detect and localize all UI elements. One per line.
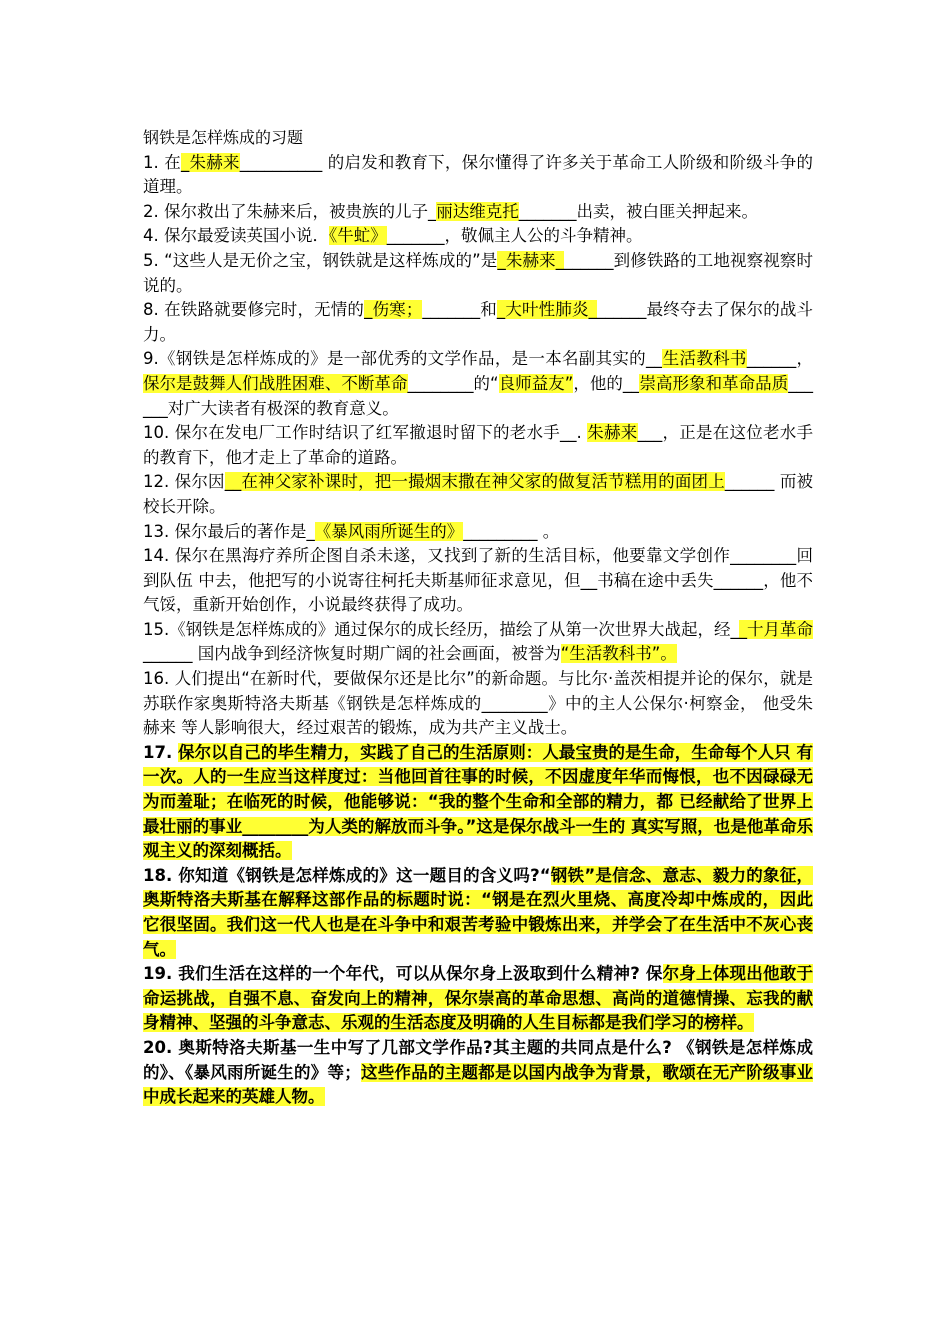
highlighted-answer: 保尔以自己的毕生精力，实践了自己的生活原则：人最宝贵的是生命，生命每个人只 有一次。人的一生应当这样度过：当他回首往事的时候，不因虚度年华而悔恨，也不因碌碌无为而羞耻；在临死的时候，他能够说：“我的整个生命和全部的精力，都 已经献给了世界上最壮丽的事业________为人类的解放而斗争。”这是保尔战斗一生的 真实写照，也是他革命乐观主义的深刻概括。 [143, 742, 813, 861]
highlighted-answer: _十月革命 [738, 619, 813, 639]
question-text: ______ 而被校长开除。 [143, 472, 813, 516]
highlighted-answer: 钢铁”是信念、意志、毅力的象征，奥斯特洛夫斯基在解释这部作品的标题时说：“钢是在烈火里烧、高度冷却中炼成的，因此它很坚固。我们这一代人也是在斗争中和艰苦考验中锻炼出来，并学会了在生活中不灰心丧气。 [143, 865, 813, 959]
question-text: 17. [143, 742, 179, 762]
question-text: ______对广大读者有极深的教育意义。 [143, 373, 813, 418]
highlighted-answer: 生活教科书 [662, 349, 747, 369]
question-text: 12. 保尔因 [143, 472, 225, 492]
question-item [143, 864, 813, 962]
question-item [143, 520, 813, 545]
highlighted-answer: 《牛虻》 [329, 226, 387, 246]
question-text: _________ 。 [463, 521, 560, 541]
question-text: _______，敬佩主人公的斗争精神。 [386, 226, 643, 246]
question-text: ，他的__ [573, 373, 640, 393]
question-item [143, 249, 813, 298]
question-item [143, 151, 813, 200]
question-text: __________ 的启发和教育下，保尔懂得了许多关于革命工人阶级和阶级斗争的道理。 [143, 152, 814, 197]
highlighted-answer: __在神父家补课时，把一撮烟末撒在神父家的做复活节糕用的面团上 [224, 472, 725, 492]
question-text: 10. 保尔在发电厂工作时结识了红军撤退时留下的老水手__. [143, 423, 588, 443]
question-text: ________的“ [407, 373, 499, 393]
question-item [143, 741, 813, 864]
question-text: _______和 [422, 300, 497, 320]
question-item [143, 347, 813, 421]
question-item [143, 298, 813, 347]
question-text: 4. 保尔最爱读英国小说． [143, 226, 329, 246]
question-item [143, 962, 813, 1036]
question-text: 8. 在铁路就要修完时，无情的 [143, 300, 365, 320]
highlighted-answer: _大叶性肺炎_ [496, 300, 597, 320]
question-text: _______出卖，被白匪关押起来。 [518, 201, 758, 221]
question-item [143, 470, 813, 519]
question-text: 20. 奥斯特洛夫斯基一生中写了几部文学作品?其主题的共同点是什么? 《钢铁是怎样炼成的》、《暴风雨所诞生的》等； [143, 1037, 813, 1082]
question-text: 19. 我们生活在这样的一个年代，可以从保尔身上汲取到什么精神? 保 [143, 964, 663, 984]
question-item [143, 618, 813, 667]
highlighted-answer: 这些作品的主题都是以国内战争为背景，歌颂在无产阶级事业中成长起来的英雄人物。 [143, 1062, 813, 1107]
document-page [143, 126, 813, 1110]
highlighted-answer: 良师益友” [498, 373, 574, 393]
question-item [143, 1036, 813, 1110]
highlighted-answer: 尔身上体现出他敢于命运挑战，自强不息、奋发向上的精神，保尔崇高的革命思想、高尚的道德情操、忘我的献身精神、坚强的斗争意志、乐观的生活态度及明确的人生目标都是我们学习的榜样。 [143, 964, 813, 1033]
highlighted-answer: _朱赫来_ [497, 250, 564, 270]
question-text: ______ 国内战争到经济恢复时期广阔的社会画面，被誉为 [143, 644, 561, 664]
highlighted-answer: _朱赫来 [180, 152, 240, 172]
question-item [143, 421, 813, 470]
question-list [143, 151, 813, 1110]
question-text: 16. 人们提出“在新时代，要做保尔还是比尔”的新命题。与比尔·盖茨相提并论的保尔，就是苏联作家奥斯特洛夫斯基《钢铁是怎样炼成的________》中的主人公保尔·柯察金， 他受朱赫来 等人影响很大，经过艰苦的锻炼，成为共产主义战士。 [143, 669, 813, 738]
highlighted-answer: 保尔是鼓舞人们战胜困难、不断革命 [143, 373, 408, 393]
document-title: 钢铁是怎样炼成的习题 [143, 128, 304, 147]
question-item [143, 544, 813, 618]
highlighted-answer: 《暴风雨所诞生的》 [314, 521, 464, 541]
question-text: 9.《钢铁是怎样炼成的》是一部优秀的文学作品，是一本名副其实的__ [143, 349, 663, 369]
question-text: ______， [746, 349, 814, 369]
question-text: 15.《钢铁是怎样炼成的》通过保尔的成长经历，描绘了从第一次世界大战起，经_ [143, 619, 739, 639]
question-text: ___，正是在这位老水手 的教育下，他才走上了革命的道路。 [143, 423, 814, 467]
question-text: ______最终夺去了保尔的战斗力。 [143, 300, 814, 344]
question-item [143, 667, 813, 741]
highlighted-answer: 朱赫来 [587, 423, 638, 443]
question-item [143, 200, 813, 225]
highlighted-answer: “生活教科书”。 [560, 644, 677, 664]
question-text: 18. 你知道《钢铁是怎样炼成的》这一题目的含义吗?“ [143, 865, 551, 885]
question-text: 14. 保尔在黑海疗养所企图自杀未遂，又找到了新的生活目标，他要靠文学创作________回到队伍 中去，他把写的小说寄往柯托夫斯基师征求意见，但__书稿在途中丢失______，他不气馁，重新开始创作，小说最终获得了成功。 [143, 546, 813, 615]
question-text: 1. 在 [143, 152, 181, 172]
question-item [143, 224, 813, 249]
highlighted-answer: 崇高形象和革命品质 [639, 373, 789, 393]
question-text: 2. 保尔救出了朱赫来后，被贵族的儿子_ [143, 201, 437, 221]
question-text: 13. 保尔最后的著作是_ [143, 521, 315, 541]
question-text: ______到修铁路的工地视察视察时说的。 [143, 250, 814, 295]
highlighted-answer: _伤寒； [364, 300, 423, 320]
highlighted-answer: 丽达维克托 [436, 201, 519, 221]
question-text: 5. “这些人是无价之宝，钢铁就是这样炼成的”是 [143, 250, 498, 270]
